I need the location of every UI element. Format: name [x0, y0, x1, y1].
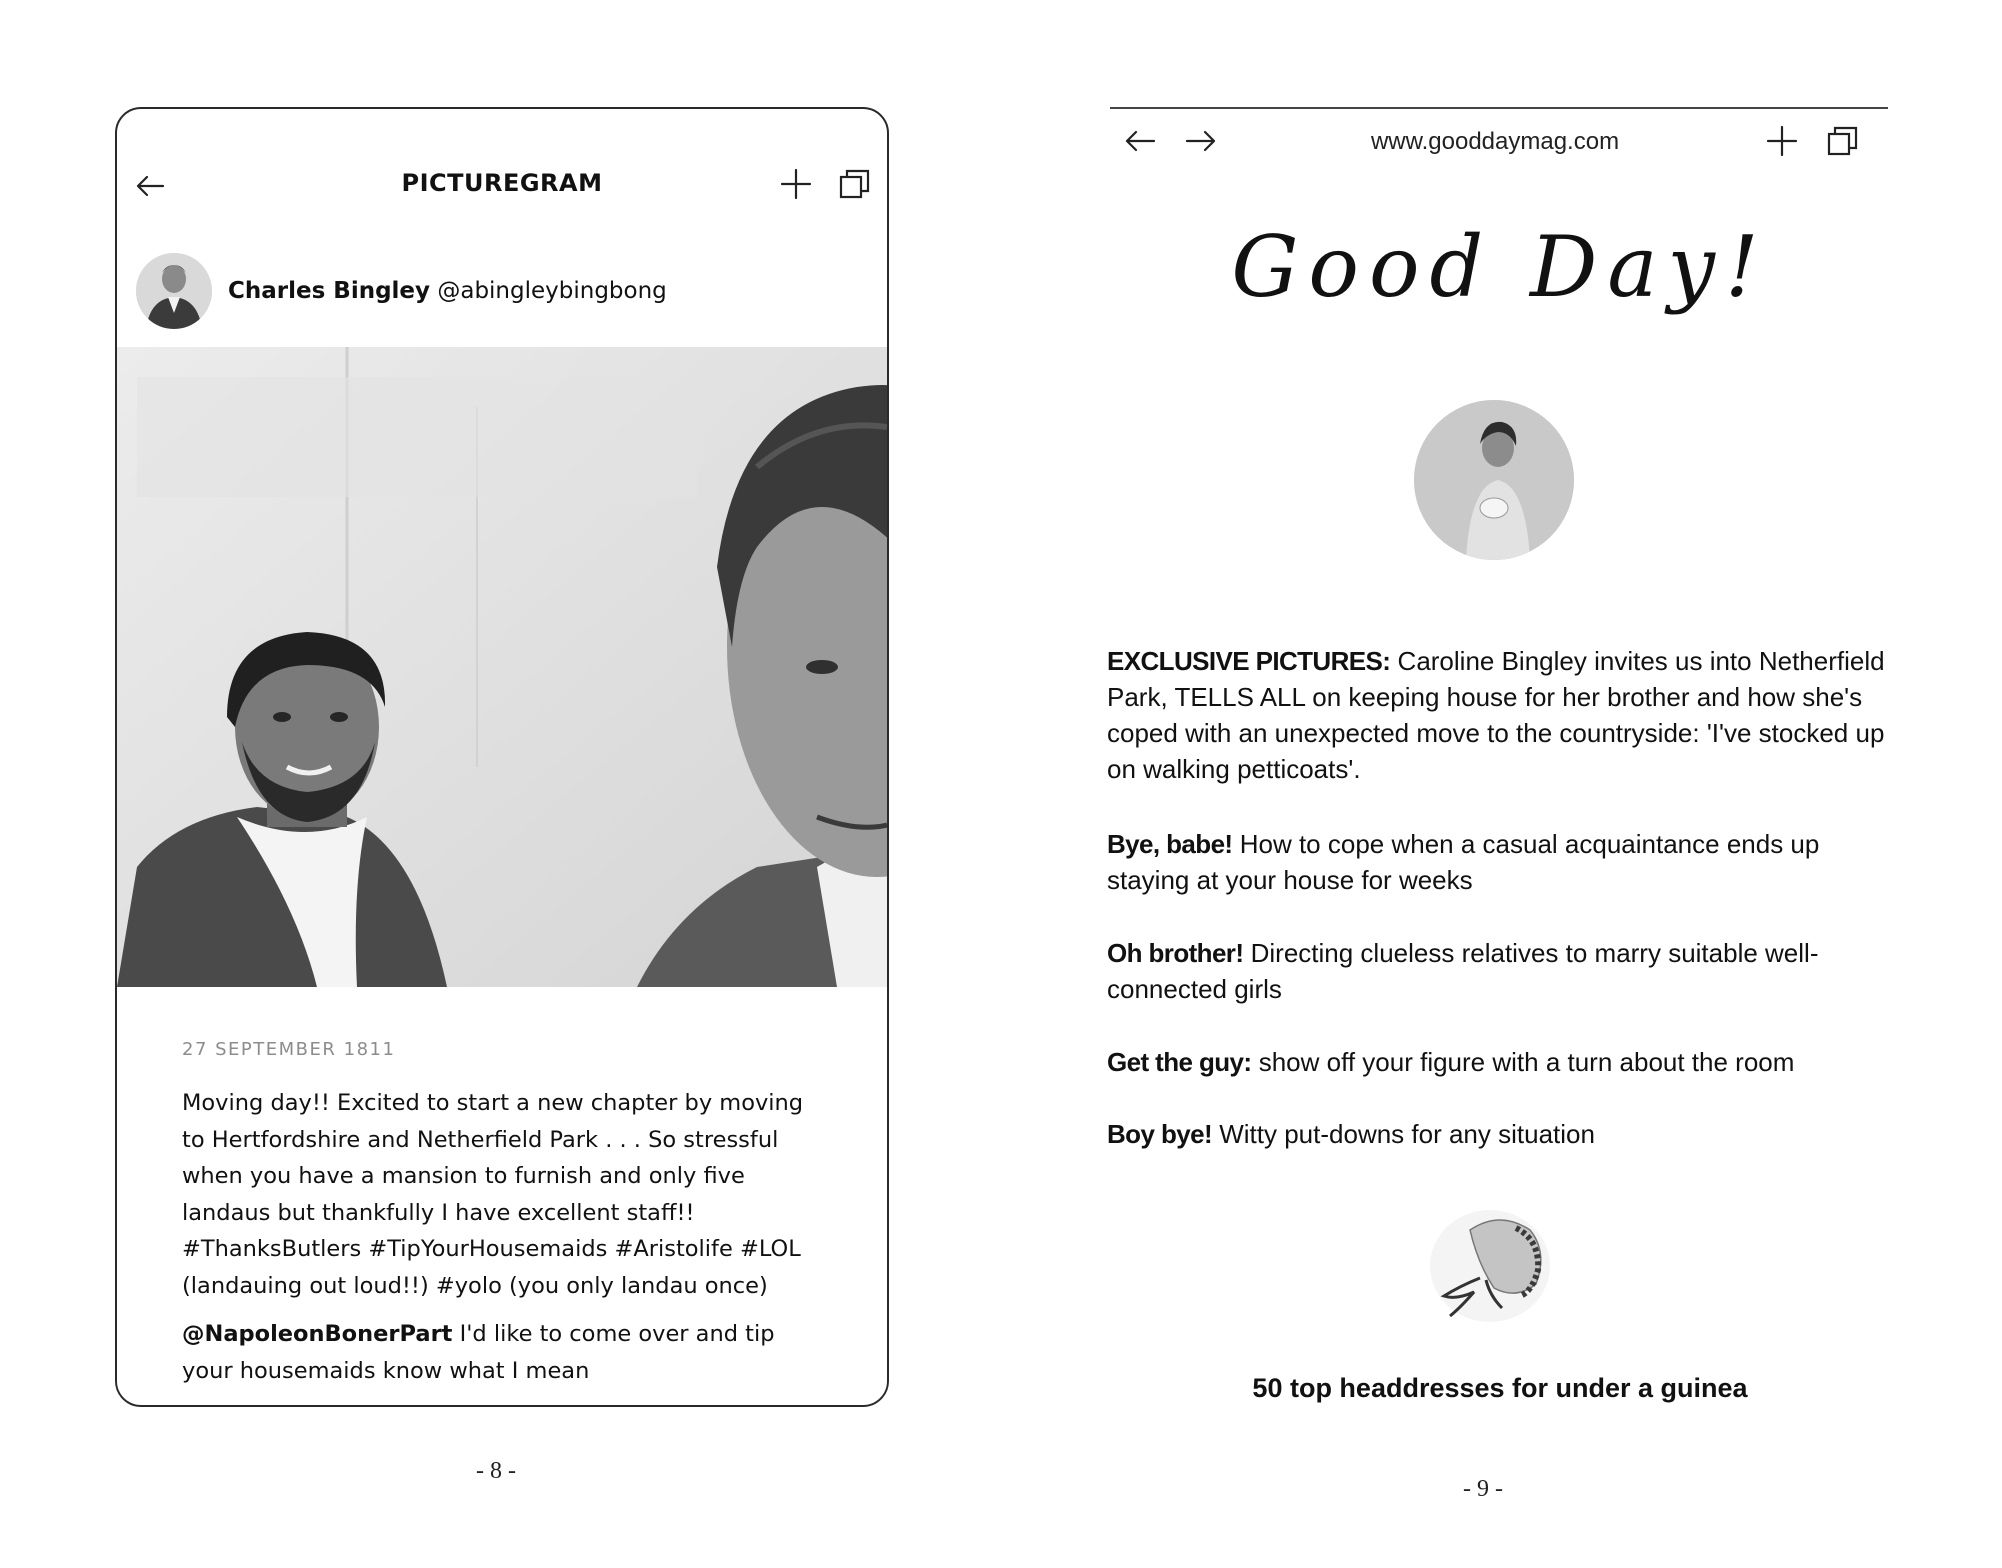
author-name[interactable]: Charles Bingley [228, 278, 431, 304]
avatar-image [136, 253, 212, 329]
picturegram-phone-frame [115, 107, 889, 1407]
avatar[interactable] [136, 253, 212, 329]
page-number-left: - 8 - [476, 1458, 516, 1484]
feature-headdresses[interactable]: 50 top headdresses for under a guinea [1252, 1373, 1748, 1403]
selfie-image [117, 347, 887, 987]
bonnet-illustration[interactable] [1420, 1200, 1560, 1330]
headline-lead: EXCLUSIVE PICTURES: [1107, 646, 1391, 676]
post-photo[interactable] [117, 347, 887, 987]
headline-oh-brother[interactable] [1107, 935, 1887, 1007]
post-comment [182, 1316, 822, 1389]
headline-text: Caroline Bingley invites us into Netherfield Park, TELLS ALL on keeping house for her brother and how she's coped with an unexpected move to the countryside: 'I've stocked up on walking petticoats'. [1107, 646, 1885, 784]
page-number-right: - 9 - [1463, 1476, 1503, 1502]
headline-lead: Bye, babe! [1107, 829, 1233, 859]
headline-text: Witty put-downs for any situation [1212, 1119, 1595, 1149]
address-bar-url[interactable]: www.gooddaymag.com [1370, 128, 1620, 155]
author-handle[interactable]: @abingleybingbong [437, 278, 667, 304]
browser-top-border [1110, 107, 1888, 109]
headline-exclusive-pictures[interactable] [1107, 643, 1887, 787]
headline-text: How to cope when a casual acquaintance ends up staying at your house for weeks [1107, 829, 1820, 895]
tabs-icon[interactable] [838, 167, 872, 201]
post-author[interactable] [136, 251, 667, 331]
cover-photo-image [1414, 400, 1574, 560]
headline-bye-babe[interactable] [1107, 826, 1887, 898]
headline-lead: Boy bye! [1107, 1119, 1213, 1149]
headline-lead: Get the guy: [1107, 1047, 1252, 1077]
headline-boy-bye[interactable] [1107, 1116, 1887, 1152]
cover-photo[interactable] [1414, 400, 1574, 560]
tabs-icon[interactable] [1826, 124, 1860, 158]
plus-icon[interactable] [1765, 124, 1799, 158]
headline-text: Directing clueless relatives to marry suitable well-connected girls [1107, 938, 1819, 1004]
comment-text: I'd like to come over and tip your housemaids know what I mean [182, 1321, 775, 1384]
app-title: PICTUREGRAM [401, 169, 603, 197]
post-date: 27 SEPTEMBER 1811 [182, 1039, 396, 1060]
magazine-masthead: Good Day! [1231, 218, 1769, 316]
back-arrow-icon[interactable] [1122, 124, 1158, 158]
comment-handle[interactable]: @NapoleonBonerPart [182, 1321, 453, 1347]
headline-lead: Oh brother! [1107, 938, 1244, 968]
headline-get-the-guy[interactable] [1107, 1044, 1887, 1080]
post-caption: Moving day!! Excited to start a new chapter by moving to Hertfordshire and Netherfield Park . . . So stressful when you have a mansion to furnish and only five landaus but thankfully I have excellent staff!! #ThanksButlers #TipYourHousemaids #Aristolife #LOL (landauing out loud!!) #yolo (you only landau once) [182, 1090, 804, 1299]
plus-icon[interactable] [779, 167, 813, 201]
picturegram-header [117, 109, 887, 237]
headline-text: show off your figure with a turn about the room [1251, 1047, 1795, 1077]
author-line [228, 278, 667, 304]
forward-arrow-icon[interactable] [1183, 124, 1219, 158]
